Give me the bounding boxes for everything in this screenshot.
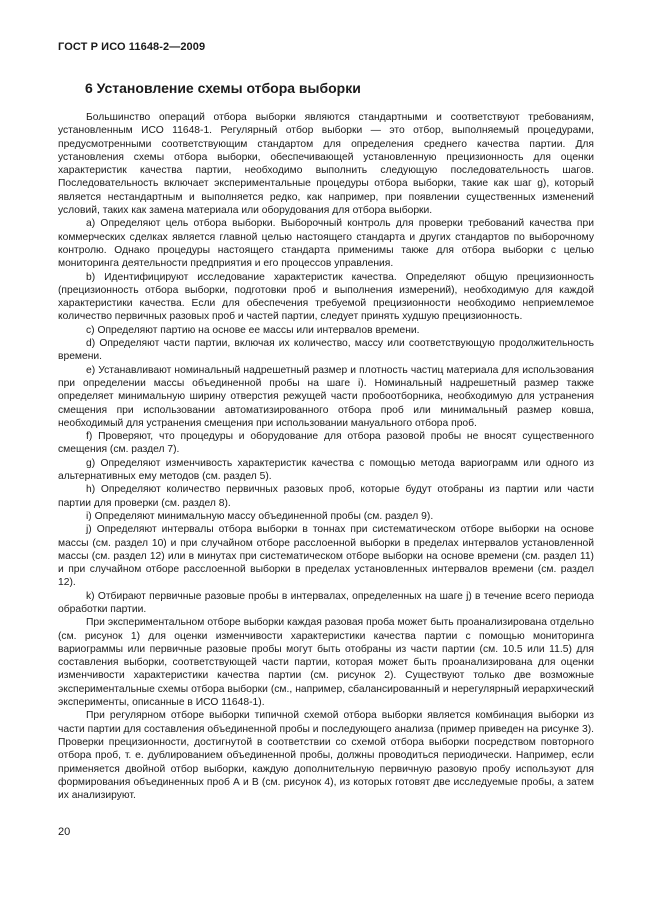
paragraph-regular: При регулярном отборе выборки типичной схемой отбора выборки является комбинация выборки из части партии для составления объединенной пробы и последующего анализа (пример приведен на рисунке 3). Проверки прецизионности, достигнутой в соответствии со схемой отбора выборки посредством повторного отбора проб, т. е. дублированием объединенной пробы, должны проводиться периодически. Например, если применяется двойной отбор выборки, каждую дополнительную первичную разовую пробу используют для формирования объединенных проб А и В (см. рисунок 4), из которых готовят две исследуемые пробы, а затем их анализируют.: [58, 710, 594, 802]
page-number: 20: [58, 826, 71, 838]
paragraph-step-f: f) Проверяют, что процедуры и оборудование для отбора разовой пробы не вносят существенного смещения (см. раздел 7).: [58, 431, 594, 456]
paragraph-step-g: g) Определяют изменчивость характеристик качества с помощью метода вариограмм или одного из альтернативных ему методов (см. раздел 5).: [58, 457, 594, 483]
paragraph-step-d: d) Определяют части партии, включая их количество, массу или соответствующую продолжительность времени.: [58, 338, 594, 363]
paragraph-intro: Большинство операций отбора выборки являются стандартными и соответствуют требованиям, установленным ИСО 11648-1. Регулярный отбор выборки — это отбор, выполняемый процедурами, предусмотренными соответствующим стандартом для определения среднего качества партии. Для установления схемы отбора выборки, обеспечивающей установленную прецизионность для оценки характеристик качества партии, необходимо выполнить следующую последовательность шагов. Последовательность включает экспериментальные процедуры отбора выборки, такие как шаг g), который является нестандартным и выполняется редко, как например, при появлении существенных изменений условий, таких как замена материала или оборудования для отбора выборки.: [58, 112, 594, 217]
body-text: [58, 111, 594, 802]
paragraph-step-c: c) Определяют партию на основе ее массы или интервалов времени.: [86, 324, 420, 336]
paragraph-step-a: a) Определяют цель отбора выборки. Выборочный контроль для проверки требований качества при коммерческих сделках является главной целью настоящего стандарта и других стандартов по выборочному контролю. Однако процедуры настоящего стандарта применимы также для отбора выборки с целью мониторинга деятельности предприятия и его процессов управления.: [58, 218, 594, 270]
paragraph-step-h: h) Определяют количество первичных разовых проб, которые будут отобраны из партии или части партии для проверки (см. раздел 8).: [58, 484, 594, 509]
paragraph-step-b: b) Идентифицируют исследование характеристик качества. Определяют общую прецизионность (прецизионность отбора выборки, подготовки проб и выполнения измерений), необходимую для каждой характеристики качества. Если для обеспечения требуемой прецизионности необходимо неприемлемое количество первичных разовых проб и частей партии, следует принять худшую прецизионность.: [58, 271, 594, 323]
paragraph-step-e: e) Устанавливают номинальный надрешетный размер и плотность частиц материала для использования при определении массы объединенной пробы на шаге i). Номинальный надрешетный размер также определяет минимальную ширину отверстия режущей части пробоотборника, необходимую для устранения смещения при использовании автоматизированного отбора проб или минимальный размер ковша, необходимый для устранения смещения при использовании мануального отбора проб.: [58, 364, 594, 429]
paragraph-experimental: При экспериментальном отборе выборки каждая разовая проба может быть проанализирована отдельно (см. рисунок 1) для оценки изменчивости характеристики качества партии с помощью мониторинга вариограммы или первичные разовые пробы могут быть отобраны из части партии (см. 10.5 или 11.5) для составления выборки, соответствующей части партии, которая может быть проанализирована для оценки изменчивости характеристики качества партии (см. рисунок 2). Существуют только две возможные экспериментальные схемы отбора выборки (см., например, сбалансированный и нерегулярный иерархический эксперименты, описанные в ИСО 11648-1).: [58, 617, 594, 709]
paragraph-step-i: i) Определяют минимальную массу объединенной пробы (см. раздел 9).: [86, 510, 434, 522]
paragraph-step-k: k) Отбирают первичные разовые пробы в интервалах, определенных на шаге j) в течение всего периода обработки партии.: [58, 590, 594, 615]
section-title: 6 Установление схемы отбора выборки: [85, 80, 361, 96]
paragraph-step-j: j) Определяют интервалы отбора выборки в тоннах при систематическом отборе выборки на основе массы (см. раздел 10) и при случайном отборе расслоенной выборки в пределах интервалов установленной массы (см. раздел 12) или в минутах при систематическом отборе выборки на основе времени (см. раздел 11) и при случайном отборе расслоенной выборки в пределах установленных интервалов времени (см. раздел 12).: [58, 524, 594, 589]
document-header: ГОСТ Р ИСО 11648-2—2009: [58, 41, 206, 53]
